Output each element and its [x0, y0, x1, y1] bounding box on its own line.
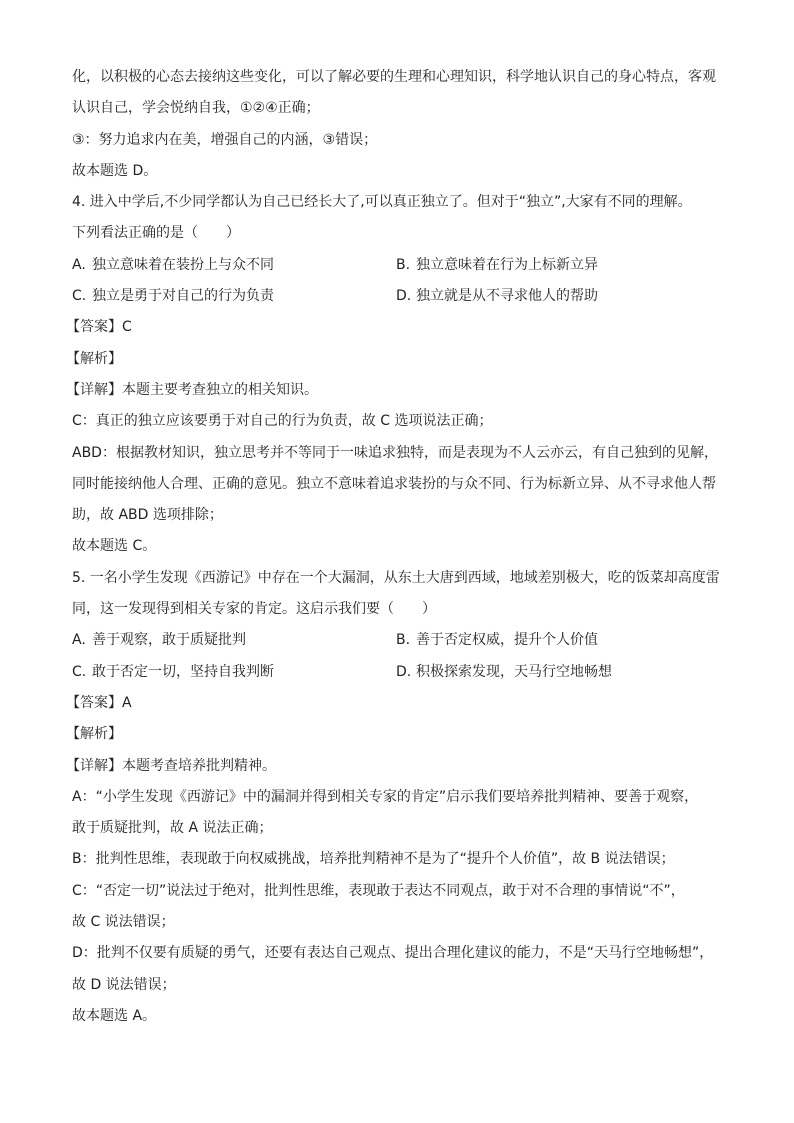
text-line: 故本题选 D。 [72, 162, 158, 179]
answer-line: 【答案】C [66, 319, 132, 336]
option-c [72, 281, 396, 312]
options-row [72, 625, 724, 656]
option-c [72, 657, 396, 688]
detail-line: D：批判不仅要有质疑的勇气，还要有表达自己观点、提出合理化建议的能力，不是“天马行空地畅想”， [72, 945, 714, 962]
option-label: A. [72, 632, 86, 649]
detail-line: ABD：根据教材知识，独立思考并不等同于一味追求独特，而是表现为不人云亦云，有自己独到的见解， [72, 444, 718, 461]
analysis-heading: 【解析】 [66, 350, 122, 367]
detail-line: A：“小学生发现《西游记》中的漏洞并得到相关专家的肯定”启示我们要培养批判精神、要善于观察， [72, 788, 699, 805]
option-label: D. [396, 288, 412, 305]
detail-line: 助，故 ABD 选项排除； [72, 507, 223, 524]
question-stem: 5. 一名小学生发现《西游记》中存在一个大漏洞，从东土大唐到西域，地域差别极大，吃的饭菜却高度雷 [72, 569, 720, 586]
option-text: 独立意味着在装扮上与众不同 [92, 256, 274, 273]
question-stem: 4. 进入中学后,不少同学都认为自己已经长大了,可以真正独立了。但对于“独立”,大家有不同的理解。 [72, 194, 692, 211]
text-line: 化，以积极的心态去接纳这些变化，可以了解必要的生理和心理知识，科学地认识自己的身心特点，客观 [72, 69, 716, 85]
option-a [72, 250, 396, 281]
option-label: C. [72, 663, 87, 680]
option-text: 独立意味着在行为上标新立异 [416, 256, 598, 273]
option-text: 善于否定权威，提升个人价值 [416, 632, 598, 649]
option-text: 积极探索发现，天马行空地畅想 [416, 663, 612, 680]
detail-line: 敢于质疑批判，故 A 说法正确； [72, 820, 273, 837]
option-label: B. [396, 632, 411, 649]
option-b [396, 625, 720, 656]
question-stem: 同，这一发现得到相关专家的肯定。这启示我们要（ ） [72, 601, 436, 618]
options-row [72, 657, 724, 688]
detail-line: 故本题选 C。 [72, 538, 157, 555]
option-label: C. [72, 288, 87, 305]
option-d [396, 281, 720, 312]
options-row [72, 250, 724, 281]
analysis-heading: 【解析】 [66, 726, 122, 743]
option-b [396, 250, 720, 281]
option-d [396, 657, 720, 688]
previous-question-explanation [72, 62, 724, 187]
detail-line: C：真正的独立应该要勇于对自己的行为负责，故 C 选项说法正确； [72, 413, 493, 430]
detail-line: 【详解】本题考查培养批判精神。 [66, 757, 276, 774]
question-5 [66, 563, 724, 1032]
question-4 [66, 187, 724, 563]
detail-line: B：批判性思维，表现敢于向权威挑战，培养批判精神不是为了“提升个人价值”，故 B 说法错误； [72, 851, 675, 868]
option-label: A. [72, 256, 86, 273]
option-label: B. [396, 256, 411, 273]
answer-line: 【答案】A [66, 694, 132, 711]
detail-line: C：“否定一切”说法过于绝对，批判性思维，表现敢于表达不同观点，敢于对不合理的事情说“不”， [72, 882, 685, 899]
option-text: 敢于否定一切，坚持自我判断 [92, 663, 274, 680]
document-page [66, 62, 724, 1032]
detail-line: 故 C 说法错误； [72, 914, 175, 931]
text-line: 认识自己，学会悦纳自我，①②④正确； [72, 100, 320, 117]
option-text: 善于观察，敢于质疑批判 [92, 632, 246, 649]
detail-line: 故 D 说法错误； [72, 976, 176, 993]
option-text: 独立就是从不寻求他人的帮助 [416, 288, 598, 305]
option-label: D. [396, 663, 412, 680]
option-a [72, 625, 396, 656]
detail-line: 【详解】本题主要考查独立的相关知识。 [66, 381, 318, 398]
options-row [72, 281, 724, 312]
detail-line: 同时能接纳他人合理、正确的意见。独立不意味着追求装扮的与众不同、行为标新立异、从不寻求他人帮 [72, 475, 716, 492]
text-line: ③：努力追求内在美，增强自己的内涵，③错误； [72, 131, 378, 148]
question-stem: 下列看法正确的是（ ） [72, 225, 240, 242]
detail-line: 故本题选 A。 [72, 1007, 157, 1024]
option-text: 独立是勇于对自己的行为负责 [92, 288, 274, 305]
